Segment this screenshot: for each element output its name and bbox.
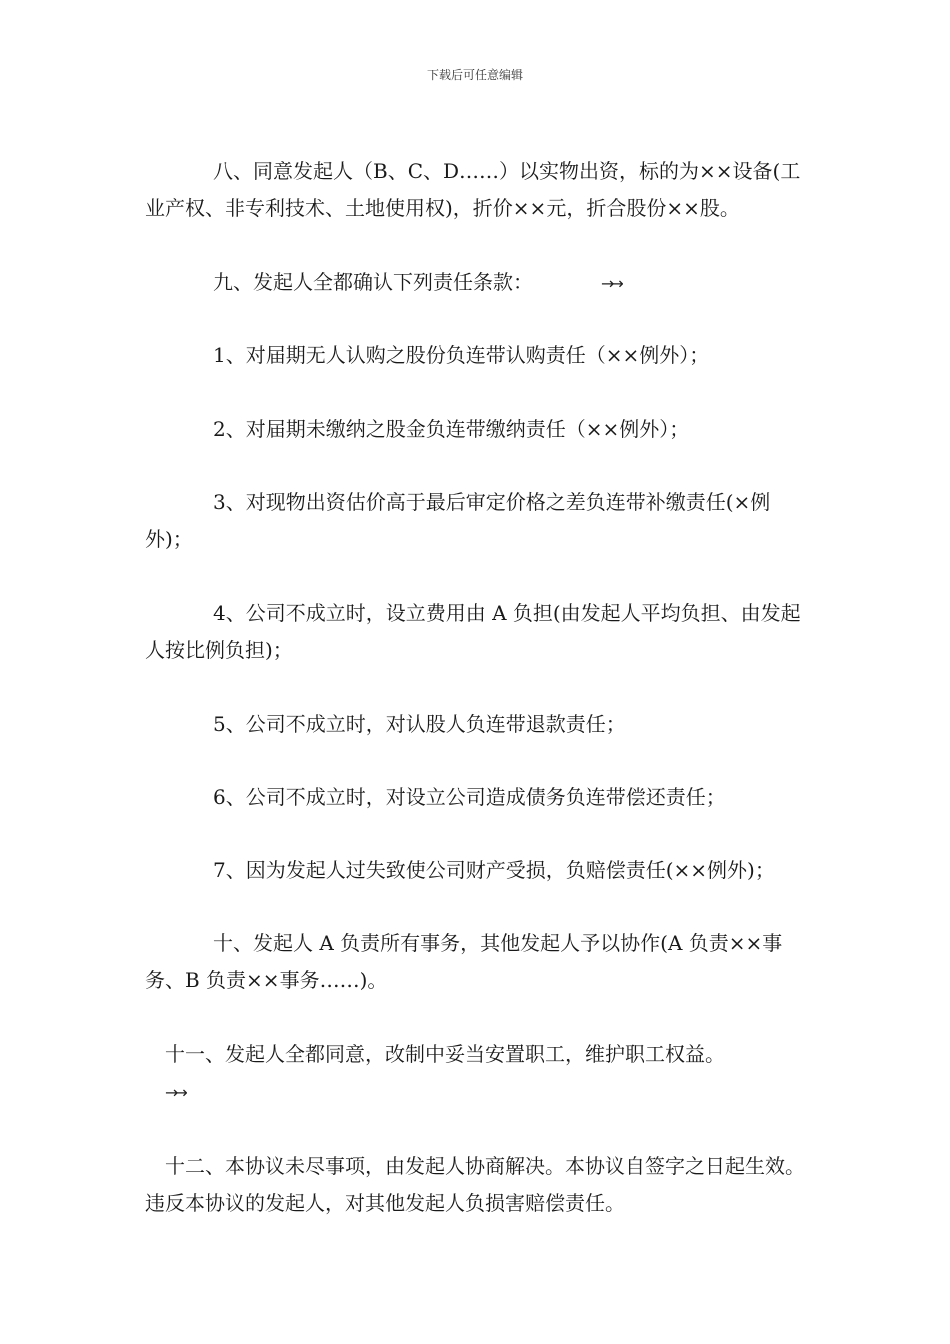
clause-11 [145,1036,810,1111]
list-item-7: 7、因为发起人过失致使公司财产受损，负赔偿责任(××例外)； [213,858,775,882]
clause-11-text: 十一、发起人全都同意，改制中妥当安置职工，维护职工权益。 [165,1042,725,1066]
clause-9-arrow-icon: →→ [601,274,620,293]
list-item-2: 2、对届期未缴纳之股金负连带缴纳责任（××例外）； [213,417,690,441]
list-item-6: 6、公司不成立时，对设立公司造成债务负连带偿还责任； [213,785,726,809]
list-item-5: 5、公司不成立时，对认股人负连带退款责任； [213,712,626,736]
header-note: 下载后可任意编辑 [426,68,523,82]
clause-12: 十二、本协议未尽事项，由发起人协商解决。本协议自签字之日起生效。违反本协议的发起人，对其他发起人负损害赔偿责任。 [145,1154,805,1215]
clause-8: 八、同意发起人（B、C、D……）以实物出资，标的为××设备(工业产权、非专利技术、土地使用权)，折价××元，折合股份××股。 [145,159,801,220]
clause-9 [145,264,810,302]
list-item-3: 3、对现物出资估价高于最后审定价格之差负连带补缴责任(×例外)； [145,490,771,551]
list-item-4: 4、公司不成立时，设立费用由 A 负担(由发起人平均负担、由发起人按比例负担)； [145,601,801,662]
clause-9-text: 九、发起人全都确认下列责任条款： [213,270,533,294]
clause-10: 十、发起人 A 负责所有事务，其他发起人予以协作(A 负责××事务、B 负责××事务……)。 [145,931,783,992]
list-item-1: 1、对届期无人认购之股份负连带认购责任（××例外）； [213,343,710,367]
clause-11-arrow-icon: →→ [165,1083,184,1102]
